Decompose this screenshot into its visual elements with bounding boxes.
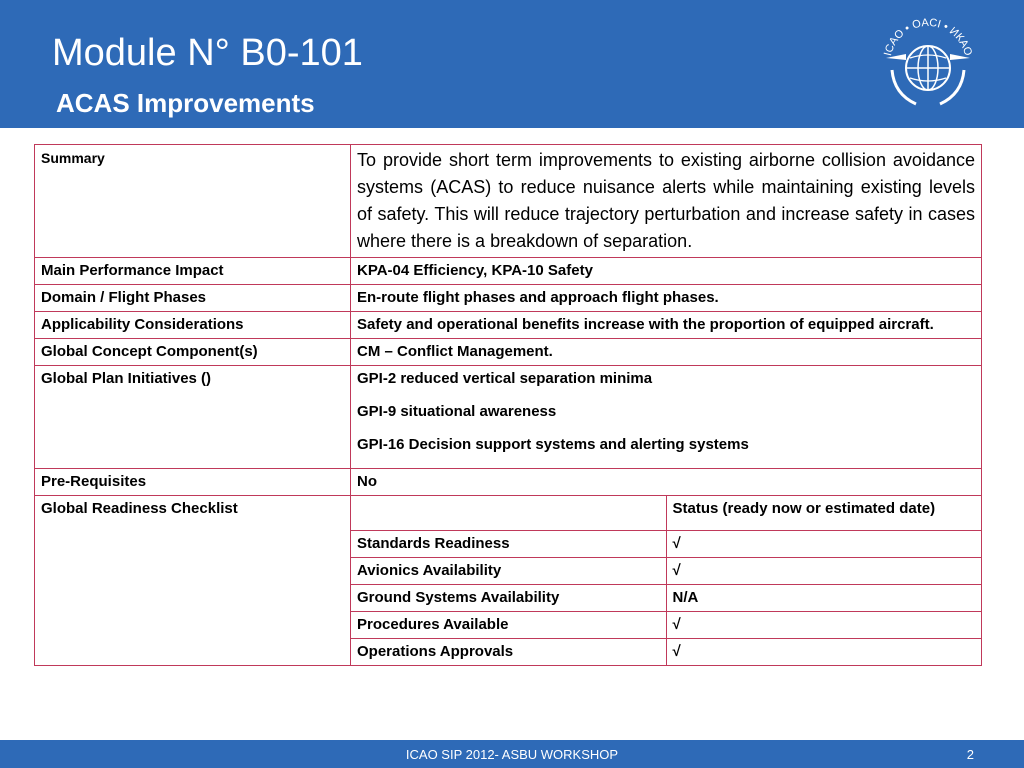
gpi-item: GPI-9 situational awareness bbox=[357, 403, 557, 420]
table-row-summary bbox=[35, 145, 982, 258]
summary-text: To provide short term improvements to existing airborne collision avoidance systems (ACAS) to reduce nuisance alerts while maintaining existing levels of safety. This will reduce trajectory perturbation and increase safety in cases where there is a breakdown of separation. bbox=[351, 145, 982, 258]
slide-header bbox=[0, 0, 1024, 128]
footer-text: ICAO SIP 2012- ASBU WORKSHOP bbox=[405, 747, 619, 762]
gpi-values bbox=[351, 366, 982, 469]
module-table bbox=[34, 144, 982, 666]
checklist-status: N/A bbox=[666, 585, 982, 612]
table-row-gpi bbox=[35, 366, 982, 469]
checklist-header-blank bbox=[351, 496, 667, 531]
summary-label: Summary bbox=[35, 145, 351, 258]
prereq-label: Pre-Requisites bbox=[35, 469, 351, 496]
slide-subtitle: ACAS Improvements bbox=[56, 88, 315, 118]
checklist-item: Procedures Available bbox=[351, 612, 667, 639]
slide-title: Module N° B0-101 bbox=[52, 32, 363, 74]
table-row bbox=[35, 258, 982, 285]
slide-footer bbox=[0, 740, 1024, 768]
row-value: Safety and operational benefits increase with the proportion of equipped aircraft. bbox=[351, 312, 982, 339]
row-label: Global Concept Component(s) bbox=[35, 339, 351, 366]
checklist-label: Global Readiness Checklist bbox=[35, 496, 351, 666]
checklist-status: √ bbox=[666, 639, 982, 666]
table-row-prereq bbox=[35, 469, 982, 496]
gpi-label: Global Plan Initiatives () bbox=[35, 366, 351, 469]
checklist-item: Operations Approvals bbox=[351, 639, 667, 666]
checklist-status-header: Status (ready now or estimated date) bbox=[666, 496, 982, 531]
checklist-status: √ bbox=[666, 612, 982, 639]
checklist-item: Standards Readiness bbox=[351, 531, 667, 558]
icao-emblem-icon bbox=[872, 8, 984, 120]
table-row bbox=[35, 312, 982, 339]
page-number: 2 bbox=[966, 747, 974, 762]
gpi-item: GPI-2 reduced vertical separation minima bbox=[357, 370, 653, 387]
table-row bbox=[35, 339, 982, 366]
module-table-container bbox=[34, 144, 982, 666]
prereq-value: No bbox=[351, 469, 982, 496]
gpi-item: GPI-16 Decision support systems and alerting systems bbox=[357, 436, 749, 453]
row-value: En-route flight phases and approach flight phases. bbox=[351, 285, 982, 312]
row-label: Applicability Considerations bbox=[35, 312, 351, 339]
table-row bbox=[35, 285, 982, 312]
row-value: KPA-04 Efficiency, KPA-10 Safety bbox=[351, 258, 982, 285]
row-value: CM – Conflict Management. bbox=[351, 339, 982, 366]
logo-text: ICAO • OACI • ИКАО bbox=[882, 16, 975, 58]
checklist-status: √ bbox=[666, 531, 982, 558]
checklist-status: √ bbox=[666, 558, 982, 585]
row-label: Main Performance Impact bbox=[35, 258, 351, 285]
row-label: Domain / Flight Phases bbox=[35, 285, 351, 312]
checklist-item: Ground Systems Availability bbox=[351, 585, 667, 612]
checklist-item: Avionics Availability bbox=[351, 558, 667, 585]
table-row-checklist-header bbox=[35, 496, 982, 531]
